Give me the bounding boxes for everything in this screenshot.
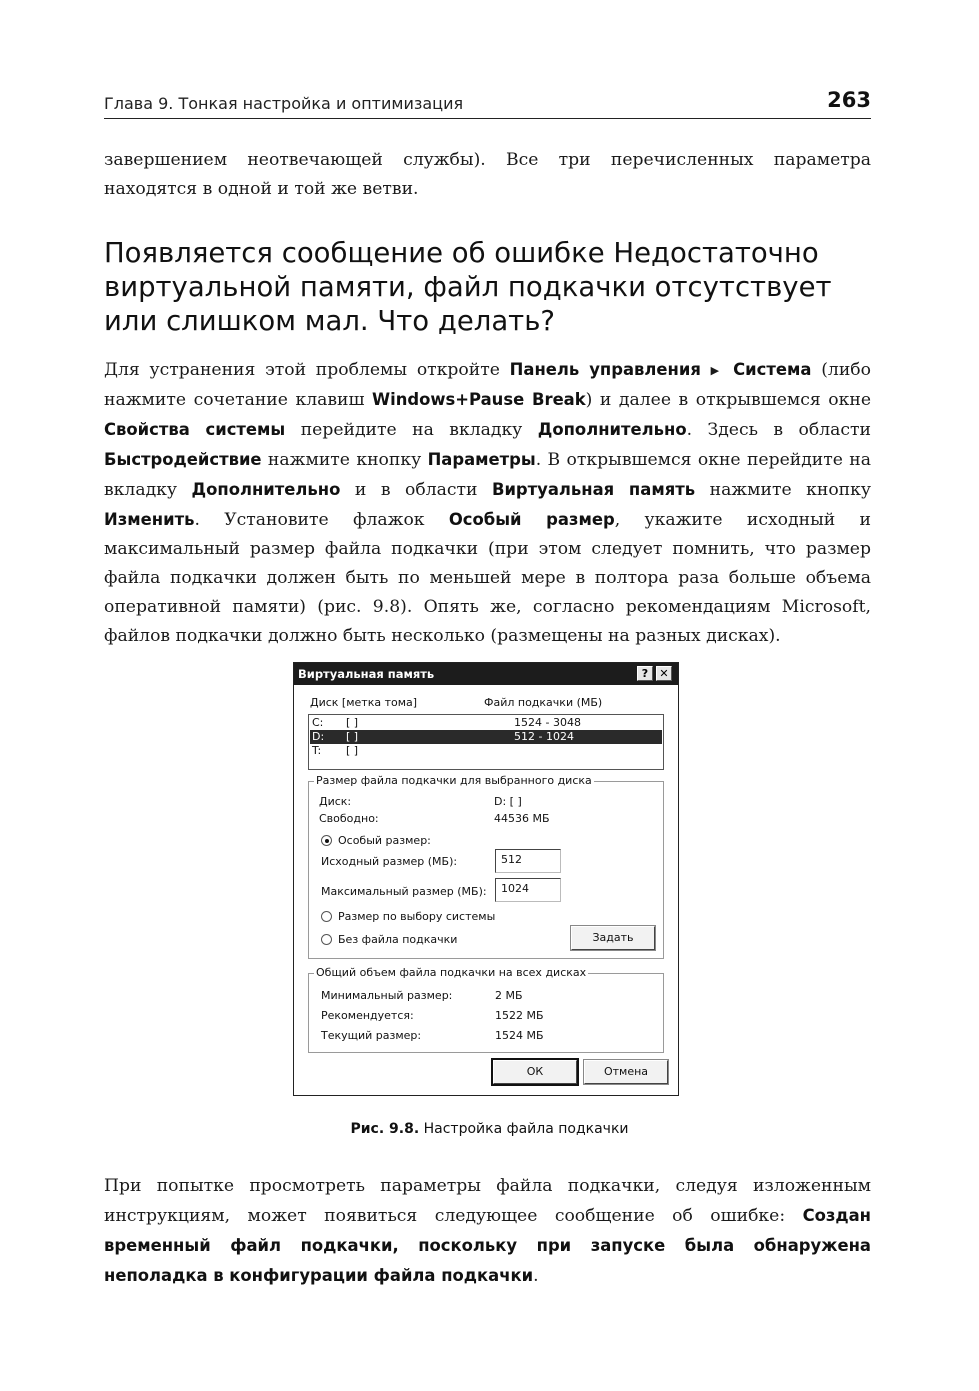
group-title: Общий объем файла подкачки на всех дисках xyxy=(316,966,587,979)
text-run: . Здесь в области xyxy=(686,420,871,440)
drive-letter: C: xyxy=(312,716,324,729)
current-size-value: 1524 МБ xyxy=(495,1029,544,1042)
no-pagefile-label[interactable]: Без файла подкачки xyxy=(338,933,458,946)
chapter-title: Глава 9. Тонкая настройка и оптимизация xyxy=(104,94,464,113)
paragraph-error-message xyxy=(104,1172,871,1291)
system-managed-label[interactable]: Размер по выбору системы xyxy=(338,910,496,923)
term-virtual-memory: Виртуальная память xyxy=(491,480,696,499)
set-button[interactable]: Задать xyxy=(571,926,655,950)
drive-row-t[interactable] xyxy=(310,744,662,758)
text-run: . Установите флажок xyxy=(194,510,449,530)
text-run: и в области xyxy=(340,480,492,500)
maximum-size-label: Максимальный размер (МБ): xyxy=(321,885,487,898)
term-performance: Быстродействие xyxy=(104,450,262,469)
term-system-properties: Свойства системы xyxy=(104,420,286,439)
initial-size-input[interactable]: 512 xyxy=(495,849,561,873)
text-run: . В открывшемся окне перейдите на вкладку xyxy=(104,450,871,500)
term-hotkey: Windows+Pause Break xyxy=(372,390,586,409)
dialog-title: Виртуальная память xyxy=(298,667,435,681)
drive-row-c[interactable] xyxy=(310,716,662,730)
min-size-value: 2 МБ xyxy=(495,989,523,1002)
text-run: При попытке просмотреть параметры файла подкачки, следуя изложенным инструкциям, может появиться следующее сообщение об ошибке: xyxy=(104,1176,871,1226)
running-head xyxy=(104,88,871,119)
term-system: Система xyxy=(733,360,812,379)
drive-letter: D: xyxy=(312,730,325,743)
text-run: (либо нажмите сочетание клавиш xyxy=(104,360,871,410)
page-number: 263 xyxy=(827,88,871,112)
system-managed-radio[interactable] xyxy=(321,911,332,922)
initial-size-label: Исходный размер (МБ): xyxy=(321,855,458,868)
paragraph-intro: завершением неотвечающей службы). Все три перечисленных параметра находятся в одной и той же ветви. xyxy=(104,150,871,199)
column-header-pagefile: Файл подкачки (МБ) xyxy=(484,696,603,709)
drive-pagefile-size: 512 - 1024 xyxy=(514,730,574,743)
dialog-titlebar xyxy=(294,663,678,685)
term-advanced: Дополнительно xyxy=(191,480,341,499)
drive-label: [ ] xyxy=(346,716,359,729)
close-button[interactable]: ✕ xyxy=(656,666,672,681)
recommended-label: Рекомендуется: xyxy=(321,1009,414,1022)
group-title: Размер файла подкачки для выбранного диска xyxy=(316,774,592,787)
text-run: перейдите на вкладку xyxy=(285,420,538,440)
drive-list[interactable] xyxy=(308,714,664,770)
drive-label: [ ] xyxy=(346,730,359,743)
drive-field-value: D: [ ] xyxy=(494,795,522,808)
no-pagefile-radio[interactable] xyxy=(321,934,332,945)
virtual-memory-dialog xyxy=(293,662,679,1096)
text-run: , укажите исходный и максимальный размер файла подкачки (при этом следует помнить, что размер файла подкачки должен быть по меньшей мере в полтора раза больше объема оперативной памяти) (рис. 9.8). Опять же, согласно рекомендациям Microsoft, файлов подкачки должно быть несколько (размещены на разных дисках). xyxy=(104,510,872,646)
paragraph-instructions xyxy=(104,355,871,651)
drive-label: [ ] xyxy=(346,744,359,757)
custom-size-radio[interactable] xyxy=(321,835,332,846)
text-run: Для устранения этой проблемы откройте xyxy=(104,360,510,380)
term-control-panel: Панель управления xyxy=(509,360,701,379)
drive-pagefile-size: 1524 - 3048 xyxy=(514,716,581,729)
term-advanced: Дополнительно xyxy=(537,420,687,439)
figure-caption-text: Настройка файла подкачки xyxy=(419,1121,629,1137)
total-pagefile-group xyxy=(308,966,664,1053)
term-settings: Параметры xyxy=(427,450,536,469)
menu-arrow-icon: ▶ xyxy=(710,364,724,377)
figure-label: Рис. 9.8. xyxy=(350,1121,420,1137)
figure-caption xyxy=(0,1121,979,1137)
column-header-drive: Диск [метка тома] xyxy=(310,696,418,709)
error-message-text: Создан временный файл подкачки, поскольку при запуске была обнаружена неполадка в конфигурации файла подкачки xyxy=(104,1206,871,1285)
drive-letter: T: xyxy=(312,744,322,757)
term-custom-size: Особый размер xyxy=(448,510,615,529)
free-space-label: Свободно: xyxy=(319,812,379,825)
recommended-value: 1522 МБ xyxy=(495,1009,544,1022)
text-run: . xyxy=(533,1266,539,1286)
drive-field-label: Диск: xyxy=(319,795,352,808)
current-size-label: Текущий размер: xyxy=(321,1029,422,1042)
selected-drive-group xyxy=(308,774,664,959)
cancel-button[interactable]: Отмена xyxy=(584,1060,668,1084)
custom-size-label[interactable]: Особый размер: xyxy=(338,834,431,847)
text-run: нажмите кнопку xyxy=(261,450,428,470)
term-change: Изменить xyxy=(104,510,195,529)
text-run: нажмите кнопку xyxy=(695,480,871,500)
drive-row-d[interactable] xyxy=(310,730,662,744)
ok-button[interactable]: ОК xyxy=(493,1060,577,1084)
section-heading: Появляется сообщение об ошибке Недостаточно виртуальной памяти, файл подкачки отсутствует или слишком мал. Что делать? xyxy=(104,237,832,337)
help-button[interactable]: ? xyxy=(637,666,653,681)
free-space-value: 44536 МБ xyxy=(494,812,550,825)
text-run: ) и далее в открывшемся окне xyxy=(585,390,871,410)
maximum-size-input[interactable]: 1024 xyxy=(495,878,561,902)
min-size-label: Минимальный размер: xyxy=(321,989,453,1002)
